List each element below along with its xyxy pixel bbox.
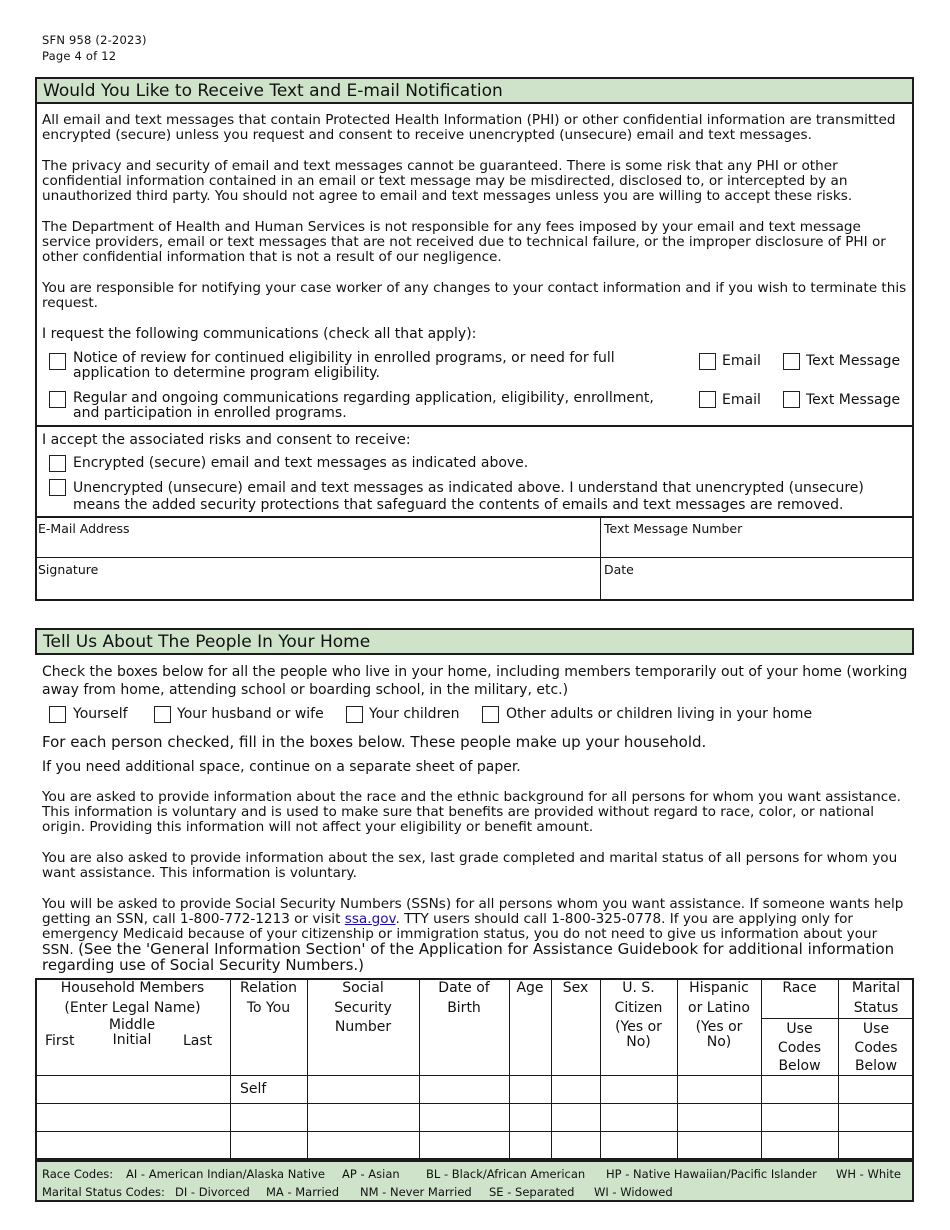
ssn-info-text-2: . TTY users should call 1-800-325-0778. If you are applying only for emergency Medicaid because of your citizenship or immigration status, you do not need to give us information about your SSN. xyxy=(42,911,878,958)
race-code-hp: HP - Native Hawaiian/Pacific Islander xyxy=(606,1167,817,1181)
table-row[interactable] xyxy=(37,1133,912,1158)
notification-section-title: Would You Like to Receive Text and E-mail Notification xyxy=(35,77,914,104)
col-race-use-line3: Below xyxy=(778,1058,821,1074)
race-codes-label: Race Codes: xyxy=(42,1167,114,1181)
request-notice-email-checkbox[interactable] xyxy=(699,353,716,370)
codes-legend xyxy=(35,1160,914,1202)
col-citizen-line4: No) xyxy=(626,1034,651,1050)
field-divider xyxy=(35,557,914,558)
col-hispanic-line3: (Yes or xyxy=(695,1019,743,1035)
request-ongoing-label: Regular and ongoing communications regarding application, eligibility, enrollment, and participation in enrolled programs. xyxy=(73,390,654,421)
col-sex: Sex xyxy=(562,980,589,996)
col-citizen-line2: Citizen xyxy=(614,999,663,1016)
race-info-paragraph: You are asked to provide information about the race and the ethnic background for all persons for whom you want assistance. This information is voluntary and is used to make sure that benefits are provided without regard to race, color, or national origin. Providing this information will not affect your eligibility or benefit amount. xyxy=(42,789,901,835)
accept-intro: I accept the associated risks and consent to receive: xyxy=(42,432,411,448)
household-intro: Check the boxes below for all the people who live in your home, including members temporarily out of your home (working away from home, attending school or boarding school, in the military, etc.) xyxy=(42,664,908,698)
col-marital-line2: Status xyxy=(853,999,899,1016)
option-spouse-checkbox[interactable] xyxy=(154,706,171,723)
col-last-name: Last xyxy=(183,1033,213,1049)
request-notice-label: Notice of review for continued eligibility in enrolled programs, or need for full application to determine program eligibility. xyxy=(73,350,615,381)
email-address-field[interactable] xyxy=(37,537,598,556)
col-citizen-line1: U. S. xyxy=(622,980,655,996)
field-column-divider xyxy=(600,516,601,601)
household-section-title: Tell Us About The People In Your Home xyxy=(35,628,914,655)
col-marital-use-codes xyxy=(840,1020,912,1076)
additional-space-note: If you need additional space, continue on a separate sheet of paper. xyxy=(42,759,521,775)
table-row-divider xyxy=(35,1131,914,1132)
form-number: SFN 958 (2-2023) xyxy=(42,33,147,47)
col-members-line1: Household Members xyxy=(60,980,205,996)
option-children-checkbox[interactable] xyxy=(346,706,363,723)
sex-info-paragraph: You are also asked to provide information about the sex, last grade completed and marital status of all persons for whom you want assistance. This information is voluntary. xyxy=(42,850,898,881)
col-first-name: First xyxy=(45,1033,75,1049)
marital-code-wi: WI - Widowed xyxy=(594,1185,673,1199)
marital-codes-label: Marital Status Codes: xyxy=(42,1185,165,1199)
col-middle-line2: Initial xyxy=(112,1032,152,1048)
col-hispanic xyxy=(679,979,759,1050)
option-other-checkbox[interactable] xyxy=(482,706,499,723)
notification-paragraph-4: You are responsible for notifying your case worker of any changes to your contact information and if you wish to terminate this request. xyxy=(42,280,907,311)
col-household-members xyxy=(37,979,228,1018)
ssn-guidebook-note: (See the 'General Information Section' of the Application for Assistance Guidebook for additional information regarding use of Social Security Numbers.) xyxy=(42,940,895,974)
text-number-label: Text Message Number xyxy=(604,521,743,536)
request-ongoing-email-checkbox[interactable] xyxy=(699,391,716,408)
request-ongoing-text-checkbox[interactable] xyxy=(783,391,800,408)
table-row[interactable] xyxy=(37,1077,912,1102)
col-dob xyxy=(421,979,507,1018)
page-number: Page 4 of 12 xyxy=(42,49,117,63)
option-spouse-label: Your husband or wife xyxy=(177,706,324,722)
marital-code-di: DI - Divorced xyxy=(175,1185,250,1199)
row1-relation-self: Self xyxy=(240,1081,267,1097)
accept-encrypted-label: Encrypted (secure) email and text messages as indicated above. xyxy=(73,455,529,471)
table-row-divider xyxy=(35,1103,914,1104)
email-address-label: E-Mail Address xyxy=(38,521,130,536)
request-ongoing-email-label: Email xyxy=(722,392,761,408)
col-marital-use-line3: Below xyxy=(854,1058,898,1074)
signature-label: Signature xyxy=(38,562,99,577)
table-row[interactable] xyxy=(37,1105,912,1130)
accept-unencrypted-checkbox[interactable] xyxy=(49,479,66,496)
text-number-field[interactable] xyxy=(603,537,911,556)
col-race: Race xyxy=(782,980,817,996)
notification-paragraph-1: All email and text messages that contain Protected Health Information (PHI) or other confidential information are transmitted encrypted (secure) unless you request and consent to receive unencrypted (unsecure) email and text messages. xyxy=(42,112,896,143)
col-marital-line1: Marital xyxy=(851,980,901,996)
col-ssn xyxy=(309,979,417,1038)
accept-unencrypted-label: Unencrypted (unsecure) email and text messages as indicated above. I understand that unencrypted (unsecure) means the added security protections that safeguard the contents of emails and text messages are removed. xyxy=(73,480,864,513)
col-race-use-line2: Codes xyxy=(777,1039,822,1056)
race-code-bl: BL - Black/African American xyxy=(426,1167,586,1181)
marital-code-nm: NM - Never Married xyxy=(360,1185,472,1199)
option-children-label: Your children xyxy=(369,706,460,722)
col-hispanic-line4: No) xyxy=(706,1034,732,1050)
col-marital xyxy=(840,979,912,1018)
col-relation-line1: Relation xyxy=(240,980,297,996)
race-code-ai: AI - American Indian/Alaska Native xyxy=(126,1167,325,1181)
col-middle-line1: Middle xyxy=(108,1017,156,1033)
col-citizen xyxy=(602,979,675,1050)
col-citizen-line3: (Yes or xyxy=(615,1019,662,1035)
col-hispanic-line1: Hispanic xyxy=(689,980,749,996)
accept-encrypted-checkbox[interactable] xyxy=(49,455,66,472)
race-code-ap: AP - Asian xyxy=(342,1167,400,1181)
marital-code-se: SE - Separated xyxy=(489,1185,575,1199)
request-ongoing-text-label: Text Message xyxy=(806,392,901,408)
request-notice-text-checkbox[interactable] xyxy=(783,353,800,370)
signature-field[interactable] xyxy=(37,578,598,599)
col-age: Age xyxy=(516,980,544,996)
ssn-info-paragraph xyxy=(42,897,908,974)
option-other-label: Other adults or children living in your home xyxy=(506,706,813,722)
ssn-info-text-1: You will be asked to provide Social Security Numbers (SSNs) for all persons whom you want assistance. If someone wants help getting an SSN, call 1-800-772-1213 or visit xyxy=(42,896,904,927)
ssa-gov-link[interactable]: ssa.gov xyxy=(344,911,396,927)
col-relation xyxy=(232,979,305,1018)
date-field[interactable] xyxy=(603,578,911,599)
request-intro: I request the following communications (check all that apply): xyxy=(42,326,477,342)
col-dob-line1: Date of xyxy=(438,980,490,996)
col-middle-initial xyxy=(100,1018,164,1048)
col-race-use-codes xyxy=(763,1020,836,1076)
col-ssn-line1: Social xyxy=(342,980,384,996)
col-ssn-line3: Number xyxy=(334,1019,392,1035)
request-notice-text-label: Text Message xyxy=(806,353,901,369)
date-label: Date xyxy=(604,562,634,577)
option-yourself-label: Yourself xyxy=(73,706,128,722)
request-ongoing-checkbox[interactable] xyxy=(49,391,66,408)
option-yourself-checkbox[interactable] xyxy=(49,706,66,723)
col-hispanic-line2: or Latino xyxy=(688,999,750,1016)
col-ssn-line2: Security xyxy=(334,999,392,1016)
col-marital-use-line2: Codes xyxy=(854,1039,898,1056)
request-notice-checkbox[interactable] xyxy=(49,353,66,370)
race-code-wh: WH - White xyxy=(836,1167,901,1181)
col-race-use-line1: Use xyxy=(786,1021,813,1037)
col-marital-use-line1: Use xyxy=(862,1021,890,1037)
marital-code-ma: MA - Married xyxy=(266,1185,340,1199)
col-relation-line2: To You xyxy=(246,999,291,1016)
request-notice-email-label: Email xyxy=(722,353,761,369)
col-dob-line2: Birth xyxy=(447,999,481,1016)
for-each-instruction: For each person checked, fill in the boxes below. These people make up your household. xyxy=(42,733,707,751)
col-members-line2: (Enter Legal Name) xyxy=(64,999,201,1016)
notification-paragraph-3: The Department of Health and Human Services is not responsible for any fees imposed by your email and text message service providers, email or text messages that are not received due to technical failure, or the improper disclosure of PHI or other confidential information that is not a result of our negligence. xyxy=(42,219,886,265)
notification-paragraph-2: The privacy and security of email and text messages cannot be guaranteed. There is some risk that any PHI or other confidential information contained in an email or text message may be misdirected, disclosed to, or intercepted by an unauthorized third party. You should not agree to email and text messages unless you are willing to accept these risks. xyxy=(42,158,853,204)
